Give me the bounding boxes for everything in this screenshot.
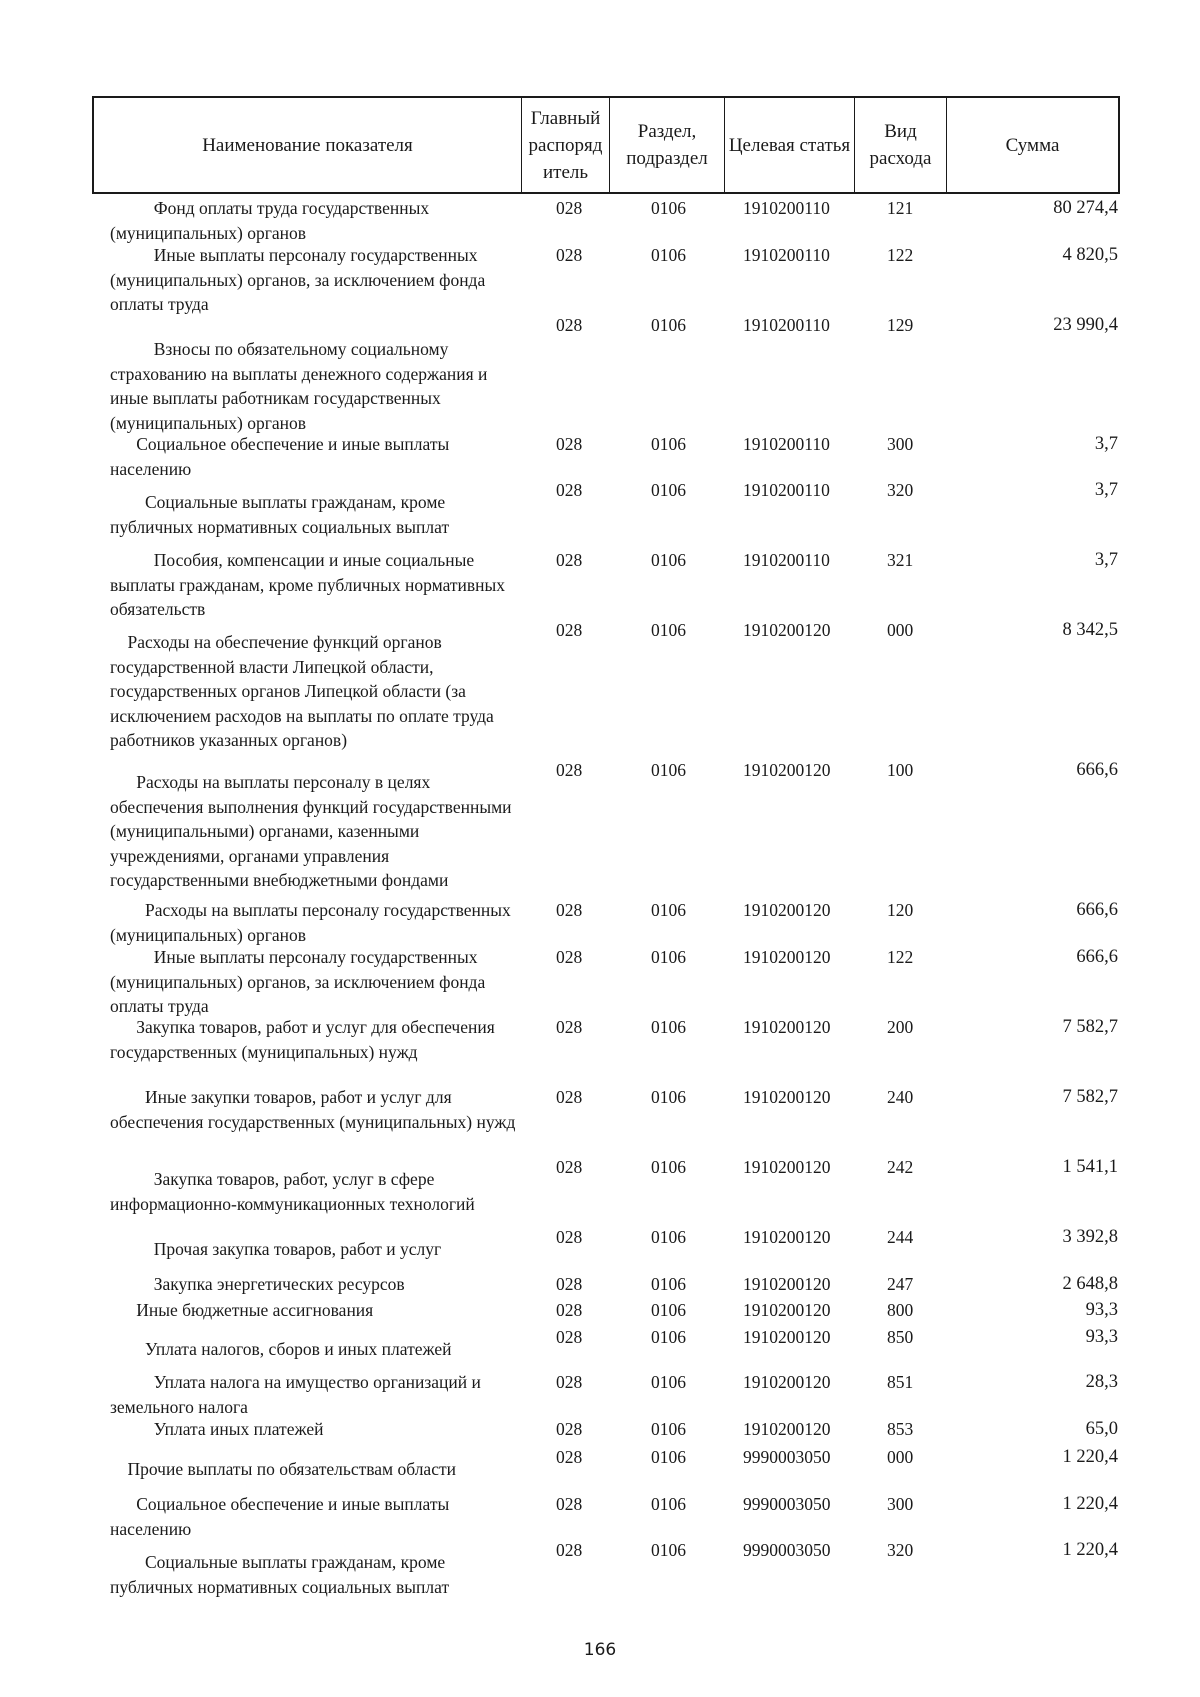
- row-summa: 28,3: [1085, 1372, 1118, 1392]
- row-glavny: 028: [556, 620, 583, 640]
- row-name: Расходы на выплаты персоналу в целях обеспечения выполнения функций государственными (муниципальными) органами, казенными учреждениями, органами управления государственными внебюджетными фондами: [110, 772, 516, 890]
- row-glavny: 028: [556, 1017, 583, 1037]
- row-name: Уплата налога на имущество организаций и земельного налога: [110, 1372, 486, 1417]
- row-razdel: 0106: [651, 1157, 686, 1177]
- row-name: Социальные выплаты гражданам, кроме публичных нормативных социальных выплат: [110, 492, 450, 537]
- row-name: Социальные выплаты гражданам, кроме публичных нормативных социальных выплат: [110, 1552, 450, 1597]
- row-glavny: 028: [556, 245, 583, 265]
- row-vid: 300: [887, 434, 914, 454]
- row-celevaya: 1910200120: [743, 1274, 831, 1294]
- row-summa: 2 648,8: [1062, 1274, 1118, 1294]
- row-summa: 666,6: [1076, 760, 1118, 780]
- row-celevaya: 1910200120: [743, 1300, 831, 1320]
- row-razdel: 0106: [651, 1494, 686, 1514]
- row-summa: 4 820,5: [1062, 245, 1118, 265]
- row-name: Пособия, компенсации и иные социальные выплаты гражданам, кроме публичных нормативных обязательств: [110, 550, 510, 619]
- row-glavny: 028: [556, 1540, 583, 1560]
- row-vid: 129: [887, 315, 914, 335]
- row-celevaya: 1910200120: [743, 900, 831, 920]
- row-celevaya: 1910200110: [743, 198, 830, 218]
- row-vid: 121: [887, 198, 914, 218]
- row-name: Закупка товаров, работ и услуг для обеспечения государственных (муниципальных) нужд: [110, 1017, 500, 1062]
- row-name: Уплата иных платежей: [110, 1419, 324, 1439]
- row-razdel: 0106: [651, 198, 686, 218]
- row-vid: 240: [887, 1087, 914, 1107]
- page-number: 166: [583, 1640, 617, 1660]
- row-glavny: 028: [556, 1327, 583, 1347]
- row-vid: 850: [887, 1327, 914, 1347]
- row-razdel: 0106: [651, 245, 686, 265]
- row-razdel: 0106: [651, 947, 686, 967]
- row-summa: 666,6: [1076, 900, 1118, 920]
- header-summa: Сумма: [1005, 134, 1060, 156]
- row-vid: 120: [887, 900, 914, 920]
- row-celevaya: 9990003050: [743, 1540, 831, 1560]
- row-name: Закупка энергетических ресурсов: [110, 1274, 405, 1294]
- row-razdel: 0106: [651, 434, 686, 454]
- row-celevaya: 1910200120: [743, 947, 831, 967]
- row-celevaya: 1910200110: [743, 480, 830, 500]
- row-name: Расходы на обеспечение функций органов государственной власти Липецкой области, государственных органов Липецкой области (за исключением расходов на выплаты по оплате труда работников указанных органов): [110, 632, 499, 750]
- row-name: Фонд оплаты труда государственных (муниципальных) органов: [110, 198, 434, 243]
- row-vid: 320: [887, 480, 914, 500]
- row-razdel: 0106: [651, 900, 686, 920]
- row-glavny: 028: [556, 1300, 583, 1320]
- row-razdel: 0106: [651, 1540, 686, 1560]
- header-name: Наименование показателя: [94, 98, 522, 192]
- row-summa: 1 220,4: [1062, 1447, 1118, 1467]
- row-celevaya: 1910200120: [743, 620, 831, 640]
- row-name: Прочая закупка товаров, работ и услуг: [110, 1239, 442, 1259]
- row-summa: 3,7: [1094, 550, 1118, 570]
- row-celevaya: 1910200120: [743, 1327, 831, 1347]
- row-name: Социальное обеспечение и иные выплаты населению: [110, 1494, 454, 1539]
- row-razdel: 0106: [651, 550, 686, 570]
- row-celevaya: 1910200110: [743, 315, 830, 335]
- row-summa: 7 582,7: [1062, 1087, 1118, 1107]
- row-summa: 80 274,4: [1053, 198, 1118, 218]
- row-vid: 122: [887, 245, 914, 265]
- row-summa: 1 541,1: [1062, 1157, 1118, 1177]
- row-glavny: 028: [556, 1274, 583, 1294]
- header-glavny: Главный распоряд итель: [522, 98, 610, 192]
- header-razdel: Раздел, подраздел: [610, 98, 725, 192]
- row-summa: 1 220,4: [1062, 1540, 1118, 1560]
- row-glavny: 028: [556, 198, 583, 218]
- row-celevaya: 1910200120: [743, 1087, 831, 1107]
- row-glavny: 028: [556, 1419, 583, 1439]
- row-celevaya: 9990003050: [743, 1447, 831, 1467]
- row-razdel: 0106: [651, 1327, 686, 1347]
- row-name: Иные закупки товаров, работ и услуг для обеспечения государственных (муниципальных) нужд: [110, 1087, 516, 1132]
- row-vid: 800: [887, 1300, 914, 1320]
- row-vid: 244: [887, 1227, 914, 1247]
- row-name: Иные выплаты персоналу государственных (муниципальных) органов, за исключением фонда оплаты труда: [110, 947, 490, 1016]
- row-vid: 853: [887, 1419, 914, 1439]
- header-vid: Вид расхода: [855, 98, 947, 192]
- row-razdel: 0106: [651, 1300, 686, 1320]
- row-glavny: 028: [556, 1372, 583, 1392]
- row-vid: 320: [887, 1540, 914, 1560]
- row-glavny: 028: [556, 900, 583, 920]
- row-vid: 200: [887, 1017, 914, 1037]
- row-celevaya: 1910200110: [743, 550, 830, 570]
- row-summa: 666,6: [1076, 947, 1118, 967]
- header-celevaya: Целевая статья: [725, 98, 855, 192]
- row-name: Уплата налогов, сборов и иных платежей: [110, 1339, 452, 1359]
- row-vid: 000: [887, 620, 914, 640]
- row-razdel: 0106: [651, 480, 686, 500]
- row-razdel: 0106: [651, 1274, 686, 1294]
- row-razdel: 0106: [651, 1447, 686, 1467]
- row-razdel: 0106: [651, 760, 686, 780]
- row-summa: 1 220,4: [1062, 1494, 1118, 1514]
- row-celevaya: 1910200120: [743, 760, 831, 780]
- row-glavny: 028: [556, 1227, 583, 1247]
- row-celevaya: 1910200120: [743, 1419, 831, 1439]
- row-name: Взносы по обязательному социальному страхованию на выплаты денежного содержания и иные выплаты работникам государственных (муниципальных) органов: [110, 339, 492, 433]
- row-glavny: 028: [556, 434, 583, 454]
- row-name: Закупка товаров, работ, услуг в сфере информационно-коммуникационных технологий: [110, 1169, 475, 1214]
- row-name: Социальное обеспечение и иные выплаты населению: [110, 434, 454, 479]
- row-glavny: 028: [556, 1157, 583, 1177]
- row-celevaya: 1910200120: [743, 1227, 831, 1247]
- row-vid: 247: [887, 1274, 914, 1294]
- row-summa: 93,3: [1085, 1327, 1118, 1347]
- row-razdel: 0106: [651, 620, 686, 640]
- row-name: Иные бюджетные ассигнования: [110, 1300, 374, 1320]
- row-vid: 122: [887, 947, 914, 967]
- row-vid: 300: [887, 1494, 914, 1514]
- row-glavny: 028: [556, 947, 583, 967]
- row-summa: 23 990,4: [1053, 315, 1118, 335]
- row-glavny: 028: [556, 1087, 583, 1107]
- row-vid: 321: [887, 550, 914, 570]
- row-summa: 3,7: [1094, 434, 1118, 454]
- row-celevaya: 1910200120: [743, 1372, 831, 1392]
- row-glavny: 028: [556, 1447, 583, 1467]
- row-summa: 3 392,8: [1062, 1227, 1118, 1247]
- row-vid: 851: [887, 1372, 914, 1392]
- row-summa: 65,0: [1085, 1419, 1118, 1439]
- row-summa: 3,7: [1094, 480, 1118, 500]
- row-name: Иные выплаты персоналу государственных (муниципальных) органов, за исключением фонда оплаты труда: [110, 245, 490, 314]
- row-razdel: 0106: [651, 1227, 686, 1247]
- row-celevaya: 1910200110: [743, 434, 830, 454]
- row-razdel: 0106: [651, 1419, 686, 1439]
- row-celevaya: 1910200120: [743, 1157, 831, 1177]
- row-glavny: 028: [556, 480, 583, 500]
- row-name: Расходы на выплаты персоналу государственных (муниципальных) органов: [110, 900, 516, 945]
- row-vid: 100: [887, 760, 914, 780]
- row-glavny: 028: [556, 315, 583, 335]
- row-glavny: 028: [556, 550, 583, 570]
- row-celevaya: 1910200120: [743, 1017, 831, 1037]
- row-summa: 7 582,7: [1062, 1017, 1118, 1037]
- row-razdel: 0106: [651, 1017, 686, 1037]
- row-glavny: 028: [556, 1494, 583, 1514]
- row-vid: 242: [887, 1157, 914, 1177]
- row-celevaya: 1910200110: [743, 245, 830, 265]
- row-razdel: 0106: [651, 315, 686, 335]
- row-name: Прочие выплаты по обязательствам области: [110, 1459, 456, 1479]
- row-glavny: 028: [556, 760, 583, 780]
- row-vid: 000: [887, 1447, 914, 1467]
- row-summa: 93,3: [1085, 1300, 1118, 1320]
- row-celevaya: 9990003050: [743, 1494, 831, 1514]
- row-summa: 8 342,5: [1062, 620, 1118, 640]
- row-razdel: 0106: [651, 1087, 686, 1107]
- row-razdel: 0106: [651, 1372, 686, 1392]
